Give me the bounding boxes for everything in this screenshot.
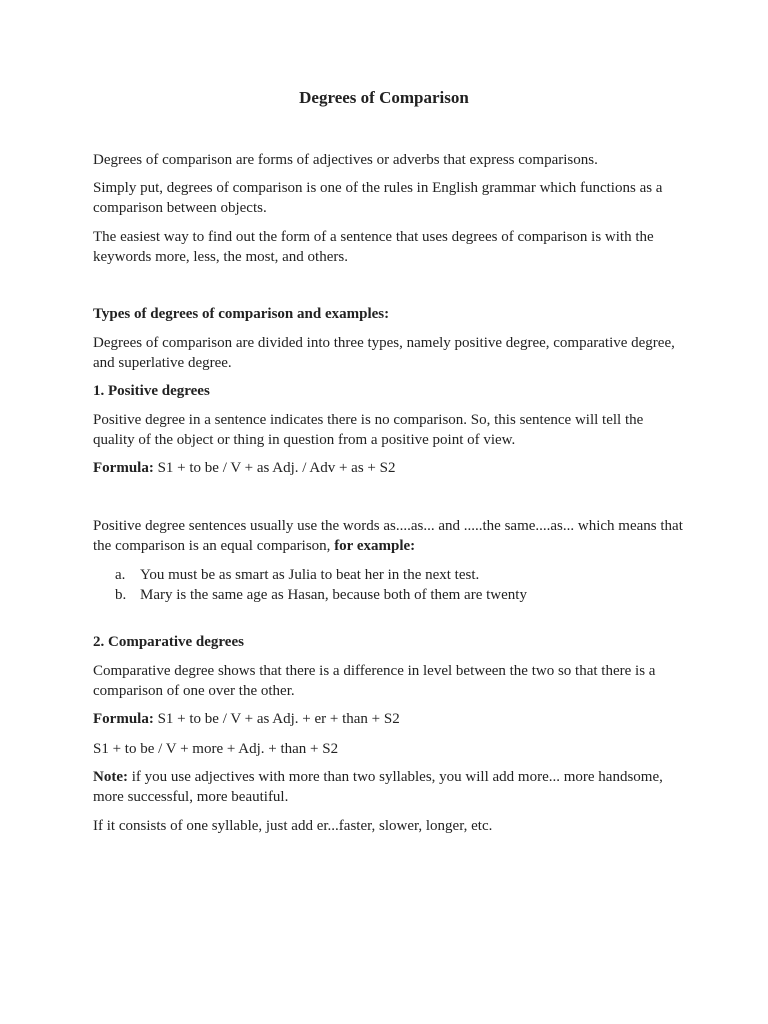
comparative-formula-2: S1 + to be / V + more + Adj. + than + S2 (93, 741, 339, 757)
usage-text: Positive degree sentences usually use the words as....as... and .....the same....as... which means that the comparison is an equal comparison, (93, 518, 683, 554)
list-item-text: You must be as smart as Julia to beat her in the next test. (140, 567, 480, 583)
formula-text: S1 + to be / V + as Adj. / Adv + as + S2 (153, 460, 396, 476)
list-item (93, 566, 683, 586)
one-syllable-paragraph: If it consists of one syllable, just add er...faster, slower, longer, etc. (93, 818, 493, 834)
types-heading: Types of degrees of comparison and examples: (93, 306, 390, 322)
note-text: if you use adjectives with more than two syllables, you will add more... more handsome, more successful, more beautiful. (93, 769, 663, 805)
positive-description: Positive degree in a sentence indicates there is no comparison. So, this sentence will tell the quality of the object or thing in question from a positive point of view. (93, 412, 644, 448)
formula-text: S1 + to be / V + as Adj. + er + than + S2 (153, 711, 400, 727)
list-item-text: Mary is the same age as Hasan, because both of them are twenty (140, 586, 527, 603)
intro-paragraph-3: The easiest way to find out the form of a sentence that uses degrees of comparison is with the keywords more, less, the most, and others. (93, 229, 654, 265)
page-title: Degrees of Comparison (299, 88, 469, 107)
formula-label: Formula: (93, 460, 154, 476)
positive-formula (93, 459, 683, 479)
positive-examples-list (93, 566, 683, 605)
comparative-formula (93, 710, 683, 730)
comparative-note (93, 768, 683, 807)
list-marker: a. (115, 567, 126, 583)
usage-bold: for example: (334, 537, 416, 554)
list-item (93, 586, 683, 606)
types-paragraph: Degrees of comparison are divided into three types, namely positive degree, comparative degree, and superlative degree. (93, 335, 675, 371)
intro-paragraph-1: Degrees of comparison are forms of adjectives or adverbs that express comparisons. (93, 152, 598, 168)
comparative-heading: 2. Comparative degrees (93, 634, 244, 650)
comparative-description: Comparative degree shows that there is a difference in level between the two so that there is a comparison of one over the other. (93, 663, 656, 699)
intro-paragraph-2: Simply put, degrees of comparison is one of the rules in English grammar which functions as a comparison between objects. (93, 180, 663, 216)
note-label: Note: (93, 769, 128, 785)
positive-heading: 1. Positive degrees (93, 383, 210, 399)
list-marker: b. (115, 586, 127, 603)
positive-usage (93, 517, 683, 556)
formula-label: Formula: (93, 711, 154, 727)
